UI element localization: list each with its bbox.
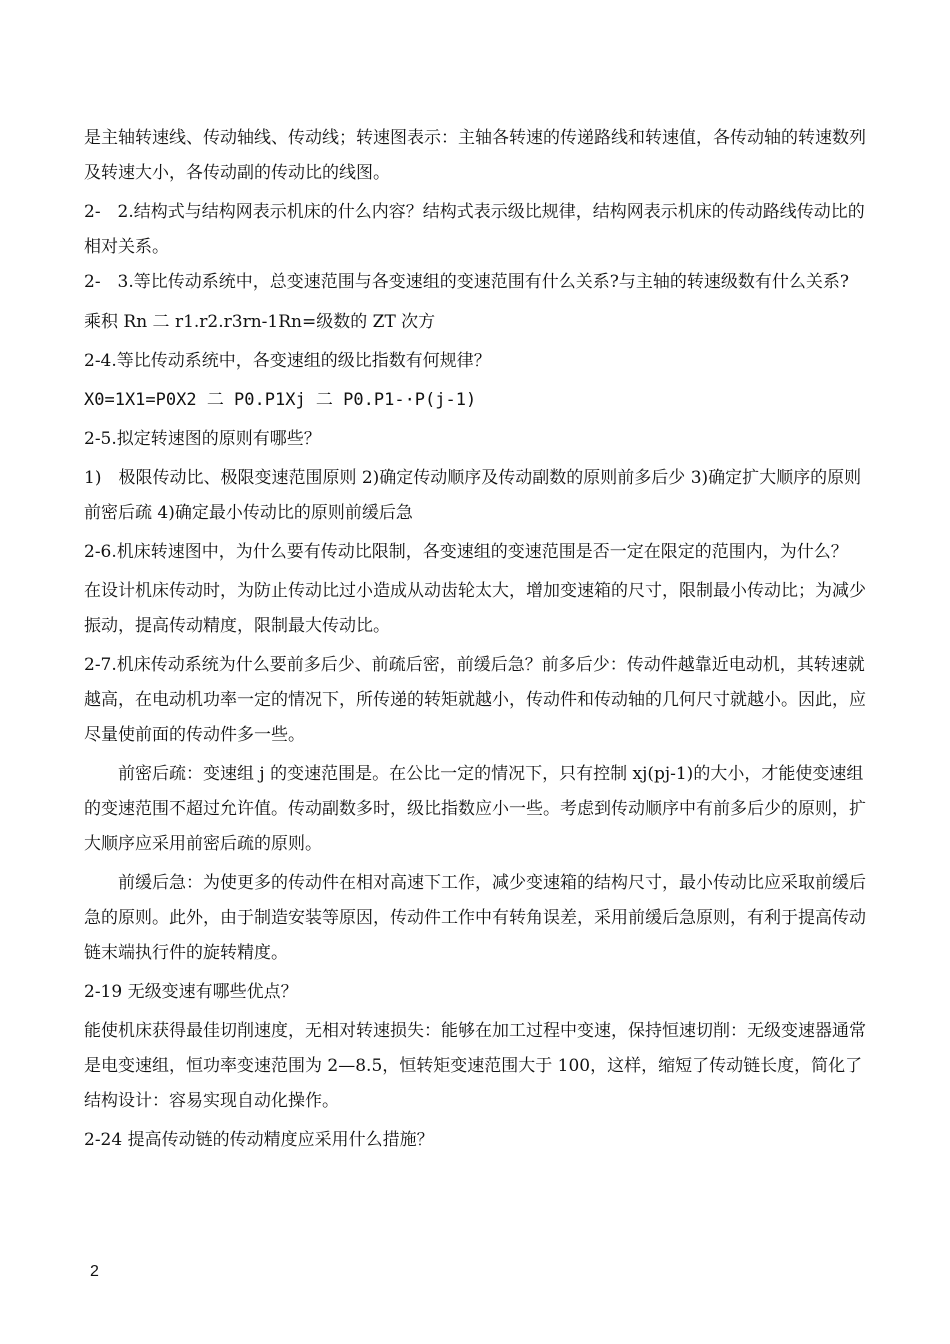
paragraph-q2-24: 2-24 提高传动链的传动精度应采用什么措施？ [84,1130,434,1150]
document-body [84,121,870,1162]
paragraph-q2-6: 2-6.机床转速图中，为什么要有传动比限制，各变速组的变速范围是否一定在限定的范围内，为什么？ [84,542,848,562]
paragraph-q2-3: 2- 3.等比传动系统中，总变速范围与各变速组的变速范围有什么关系?与主轴的转速级数有什么关系? [84,272,850,292]
paragraph-q2-7: 2-7.机床传动系统为什么要前多后少、前疏后密，前缓后急？前多后少：传动件越靠近电动机，其转速就越高，在电动机功率一定的情况下，所传递的转矩就越小，传动件和传动轴的几何尺寸就越小。因此，应尽量使前面的传动件多一些。 [84,655,866,745]
paragraph-q2-2: 2- 2.结构式与结构网表示机床的什么内容？结构式表示级比规律，结构网表示机床的传动路线传动比的相对关系。 [84,202,865,257]
paragraph-stepless-advantages: 能使机床获得最佳切削速度，无相对转速损失：能够在加工过程中变速，保持恒速切削：无级变速器通常是电变速组，恒功率变速范围为 2—8.5，恒转矩变速范围大于 100，这样，缩短了传动链长度，简化了结构设计：容易实现自动化操作。 [84,1021,866,1111]
paragraph-q2-19: 2-19 无级变速有哪些优点？ [84,982,298,1002]
page-number: 2 [90,1263,99,1280]
paragraph-q2-4: 2-4.等比传动系统中，各变速组的级比指数有何规律？ [84,351,491,371]
paragraph-speed-diagram: 是主轴转速线、传动轴线、传动线；转速图表示：主轴各转速的传递路线和转速值，各传动轴的转速数列及转速大小，各传动副的传动比的线图。 [84,128,866,183]
paragraph-q2-5: 2-5.拟定转速图的原则有哪些？ [84,429,321,449]
paragraph-ratio-formula: X0=1X1=P0X2 二 P0.P1Xj 二 P0.P1-·P(j-1) [84,390,477,410]
paragraph-principles: 1) 极限传动比、极限变速范围原则 2)确定传动顺序及传动副数的原则前多后少 3)确定扩大顺序的原则前密后疏 4)确定最小传动比的原则前缓后急 [84,468,862,523]
paragraph-product-formula: 乘积 Rn 二 r1.r2.r3rn-1Rn=级数的 ZT 次方 [84,312,436,332]
paragraph-dense-sparse: 前密后疏：变速组 j 的变速范围是。在公比一定的情况下，只有控制 xj(pj-1)的大小，才能使变速组的变速范围不超过允许值。传动副数多时，级比指数应小一些。考虑到传动顺序中有前多后少的原则，扩大顺序应采用前密后疏的原则。 [84,764,866,854]
paragraph-ratio-limits: 在设计机床传动时，为防止传动比过小造成从动齿轮太大，增加变速箱的尺寸，限制最小传动比；为减少振动，提高传动精度，限制最大传动比。 [84,581,866,636]
paragraph-slow-fast: 前缓后急：为使更多的传动件在相对高速下工作，减少变速箱的结构尺寸，最小传动比应采取前缓后急的原则。此外，由于制造安装等原因，传动件工作中有转角误差，采用前缓后急原则，有利于提高传动链末端执行件的旋转精度。 [84,873,866,963]
